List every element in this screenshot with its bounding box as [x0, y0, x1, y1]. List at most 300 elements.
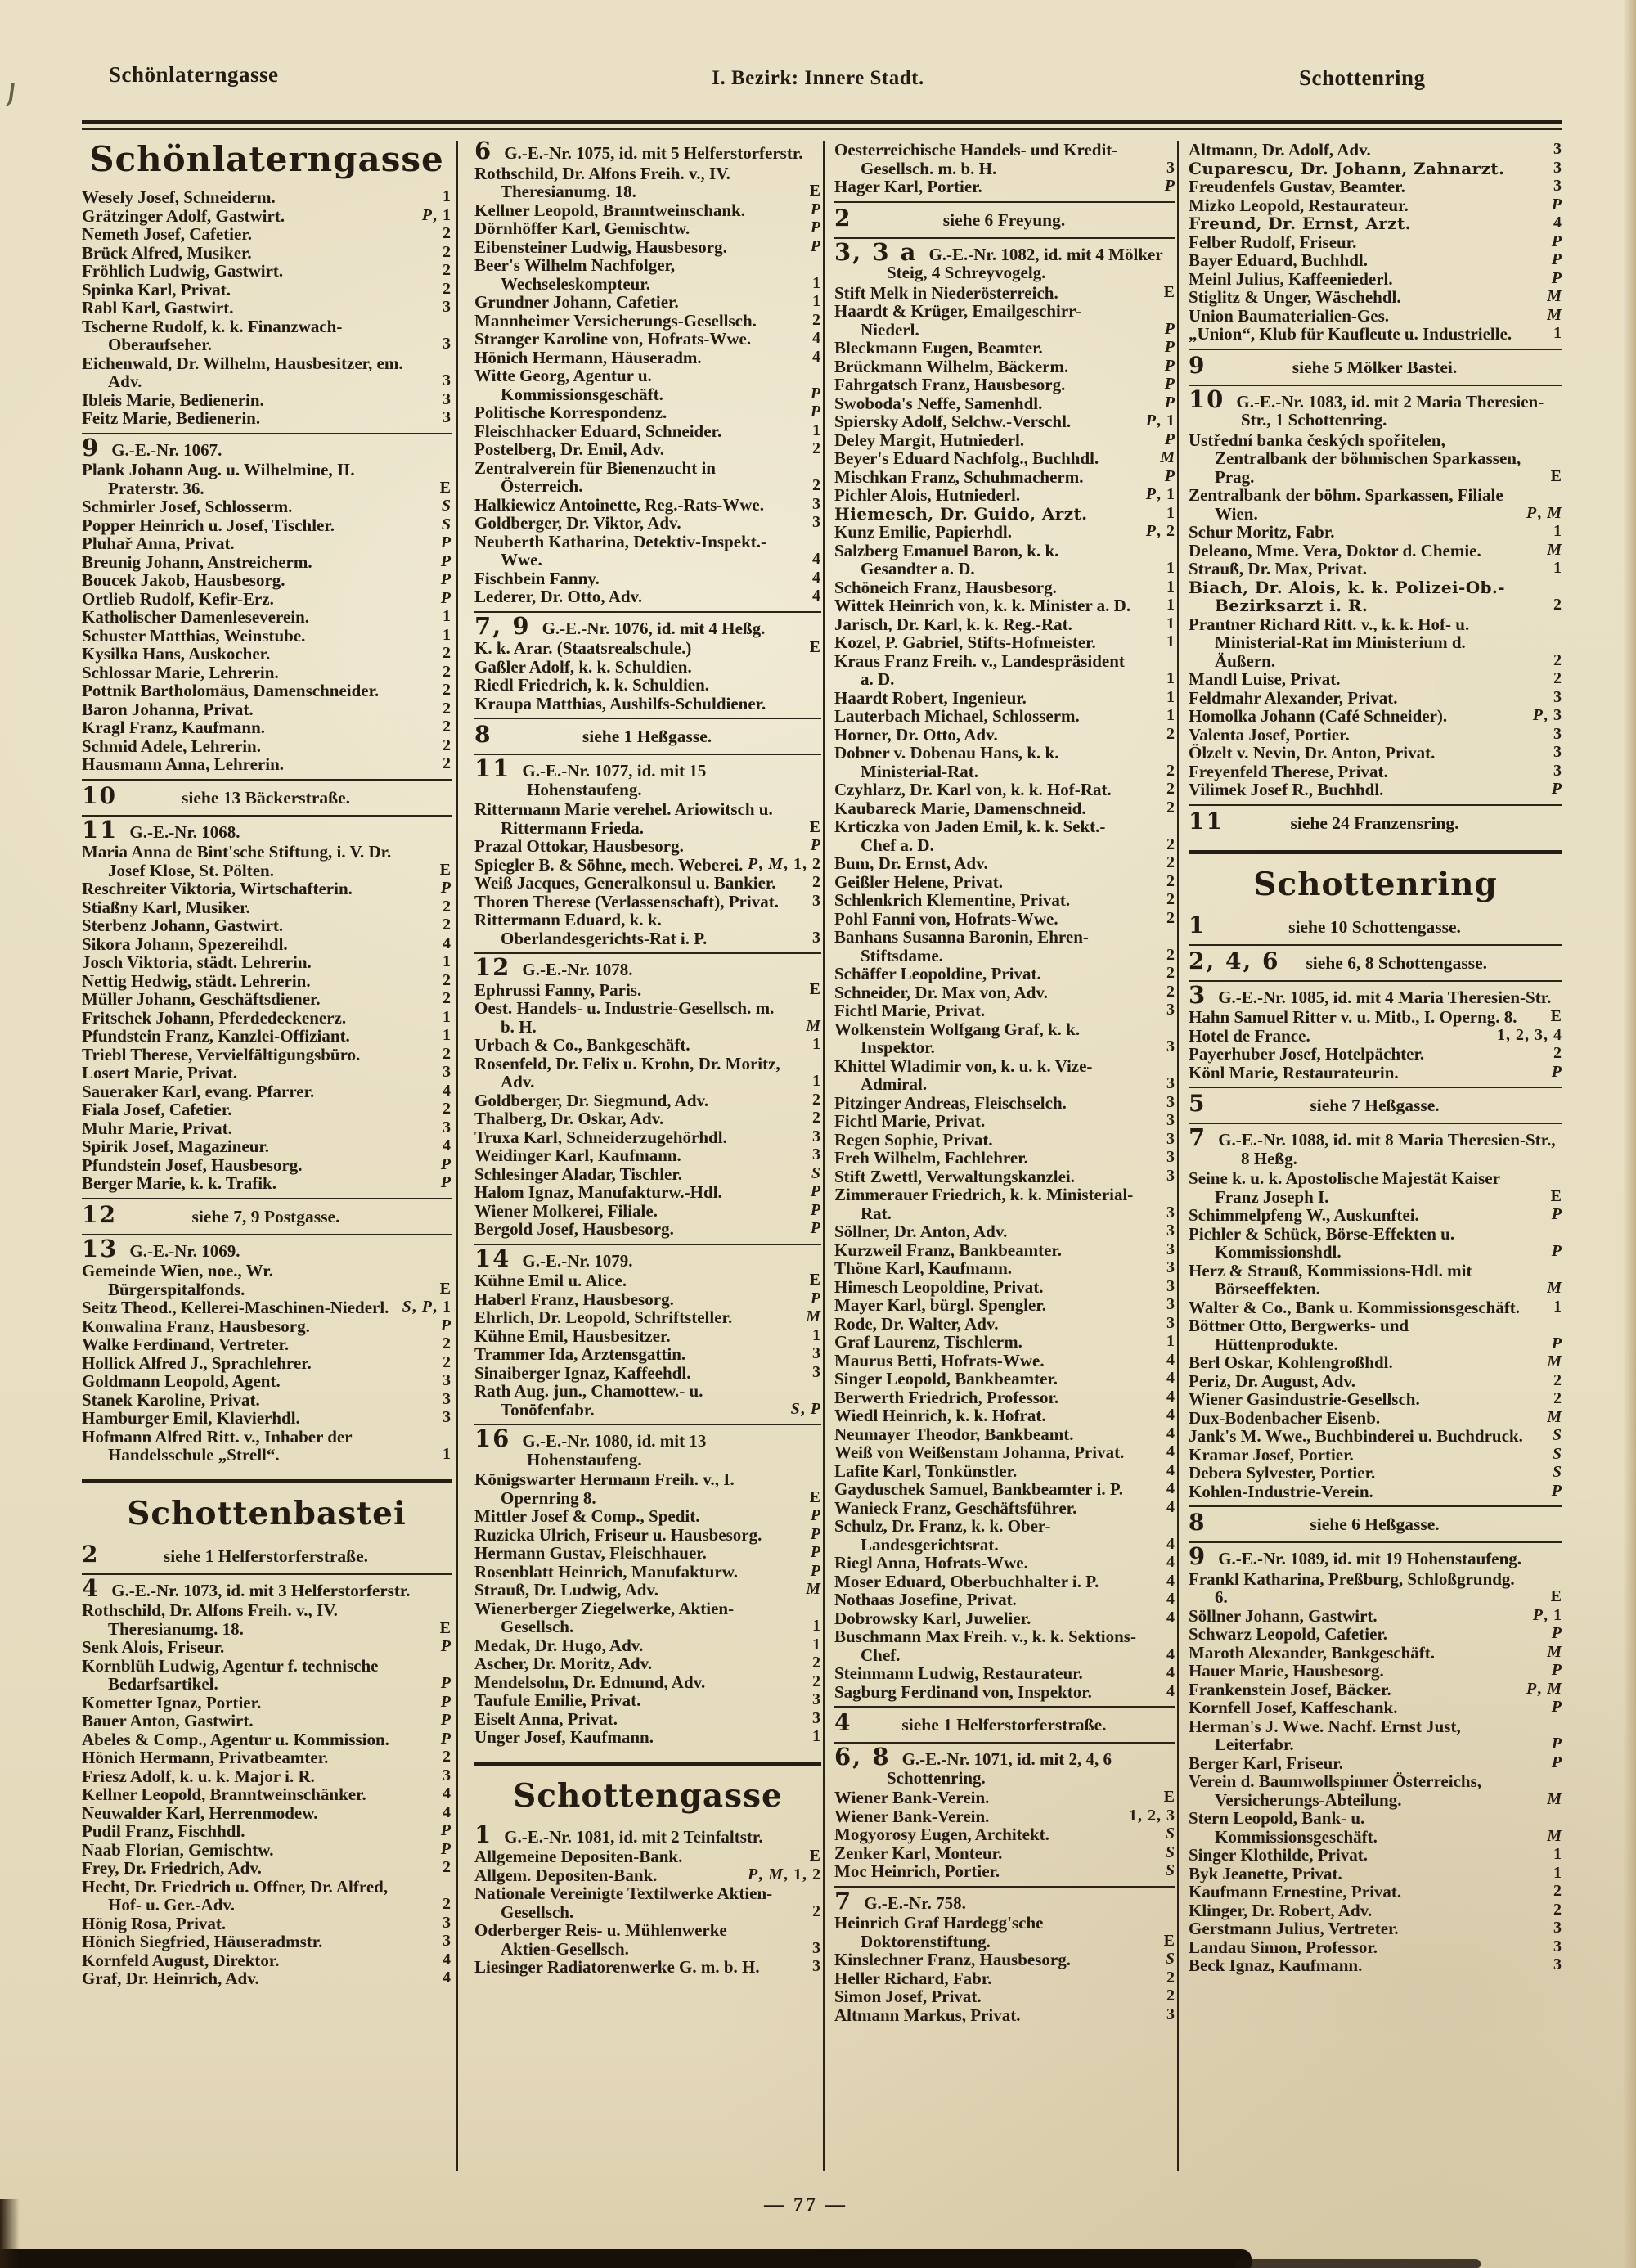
directory-entry [1189, 325, 1562, 344]
floor-indicator: 2 [1166, 908, 1175, 927]
entry-text: Geißler Helene, Privat. [834, 871, 1004, 892]
entry-text: Pichler Alois, Hutniederl. [834, 485, 1021, 505]
directory-entry [82, 990, 452, 1009]
directory-entry [82, 953, 452, 972]
ownership-mark: P [1145, 522, 1157, 540]
floor-indicator: 2 [443, 1748, 452, 1766]
entry-text: Spiegler B. & Söhne, mech. Weberei. [474, 854, 744, 875]
header-rule-thin [82, 128, 1562, 130]
entry-text: Hönig Rosa, Privat. [82, 1913, 227, 1933]
floor-indicator [1165, 375, 1175, 394]
directory-entry [82, 1638, 452, 1657]
floor-indicator: P, M [1526, 1679, 1562, 1698]
floor-indicator: 2 [1553, 669, 1562, 687]
directory-entry [474, 1636, 821, 1655]
house-section [474, 1244, 821, 1424]
entry-text: Oderberger Reis- u. Mühlenwerke Aktien-Gesellsch. [474, 1920, 727, 1959]
directory-entry [474, 1544, 821, 1563]
entry-text: Unger Josef, Kaufmann. [474, 1727, 654, 1747]
section-title: 1 G.-E.-Nr. 1081, id. mit 2 Teinfaltstr. [474, 1820, 763, 1848]
entry-text: Banhans Susanna Baronin, Ehren-Stiftsdame. [834, 927, 1089, 965]
ownership-mark: P [1551, 1062, 1562, 1081]
entry-text: Söllner, Dr. Anton, Adv. [834, 1222, 1008, 1241]
entry-text: Rabl Karl, Gastwirt. [82, 298, 234, 317]
directory-entry [834, 578, 1175, 597]
ownership-mark: P [1551, 195, 1562, 214]
scan-edge-shadow-bottom [0, 2249, 1252, 2268]
floor-indicator: 3 [812, 1362, 821, 1381]
directory-entry [834, 1914, 1175, 1951]
entry-text: Schimmelpfeng W., Auskunftei. [1189, 1205, 1419, 1225]
entry-text: Mischkan Franz, Schuhmacherm. [834, 466, 1084, 487]
directory-entry [474, 1055, 821, 1091]
ownership-mark: P [440, 1154, 452, 1173]
ownership-mark: P [440, 551, 452, 570]
directory-entry [834, 1094, 1175, 1113]
floor-indicator [1547, 1790, 1562, 1809]
entry-text: Fiala Josef, Cafetier. [82, 1100, 232, 1119]
entry-text: Verein d. Baumwollspinner Österreichs, Versicherungs-Abteilung. [1189, 1771, 1481, 1810]
house-number: 11 [1189, 807, 1224, 835]
directory-entry [82, 281, 452, 299]
entry-text: Müller Johann, Geschäftsdiener. [82, 989, 321, 1009]
section-title: 7 G.-E.-Nr. 758. [834, 1886, 966, 1915]
directory-entry [834, 1951, 1175, 1969]
floor-indicator [441, 1155, 452, 1174]
directory-entry [82, 1027, 452, 1046]
directory-entry [82, 682, 452, 700]
directory-entry [1189, 1570, 1562, 1607]
cross-reference-text: siehe 6 Freyung. [942, 209, 1066, 230]
ownership-mark: P [1164, 177, 1175, 195]
floor-indicator: 3 [812, 1690, 821, 1708]
entry-text: Freudenfels Gustav, Beamter. [1189, 177, 1405, 196]
entry-text: Debera Sylvester, Portier. [1189, 1463, 1376, 1483]
entry-text: Riegl Anna, Hofrats-Wwe. [834, 1553, 1028, 1573]
directory-entry [82, 553, 452, 572]
cross-reference [1189, 910, 1562, 944]
cross-reference [834, 201, 1175, 237]
floor-indicator: 2 [443, 1858, 452, 1876]
floor-indicator: 2 [443, 279, 452, 298]
entry-text: Kellner Leopold, Branntweinschänker. [82, 1784, 366, 1804]
floor-indicator: E [1550, 1186, 1562, 1205]
ownership-mark: P [1164, 319, 1175, 338]
floor-indicator: E [1550, 466, 1562, 485]
directory-entry [474, 981, 821, 1000]
entry-text: Deley Margit, Hutniederl. [834, 430, 1025, 450]
directory-entry [1189, 542, 1562, 560]
directory-entry [834, 965, 1175, 983]
cross-reference-text: siehe 1 Heßgasse. [582, 727, 712, 746]
entry-text: Urbach & Co., Bankgeschäft. [474, 1035, 690, 1055]
directory-columns [82, 141, 1562, 2171]
entry-text: Goldberger, Dr. Viktor, Adv. [474, 513, 681, 533]
floor-indicator [811, 1201, 821, 1220]
section-title: 3, 3 a G.-E.-Nr. 1082, id. mit 4 Mölker Steig, 4 Schreyvogelg. [834, 237, 1163, 282]
directory-entry [834, 284, 1175, 303]
scan-edge-shadow-left [0, 2199, 20, 2268]
entry-text: Sikora Johann, Spezereihdl. [82, 934, 288, 954]
directory-entry [834, 1131, 1175, 1150]
directory-entry [474, 514, 821, 533]
ownership-mark: M [1547, 287, 1562, 305]
entry-text: Heinrich Graf Hardegg'sche Doktorenstiftung. [834, 1913, 1044, 1951]
directory-entry [474, 1036, 821, 1055]
ownership-mark: P [810, 1289, 821, 1307]
ownership-mark: M [806, 1580, 821, 1598]
entry-text: Goldmann Leopold, Agent. [82, 1371, 281, 1391]
directory-entry [1189, 1919, 1562, 1938]
floor-indicator: 3 [443, 298, 452, 316]
house-number: 2 [834, 204, 852, 232]
floor-indicator: 1 [1553, 1297, 1562, 1316]
ownership-mark: P [440, 1173, 452, 1191]
ownership-mark: S [1165, 1950, 1175, 1968]
ownership-mark: P [810, 1219, 821, 1237]
entry-text: Königswarter Hermann Freih. v., I. Opernring 8. [474, 1469, 735, 1508]
entry-text: Kornfell Josef, Kaffeschank. [1189, 1698, 1398, 1717]
cross-reference [834, 1706, 1175, 1742]
entry-text: Wienerberger Ziegelwerke, Aktien-Gesellsch. [474, 1598, 735, 1636]
floor-indicator: E [1550, 1587, 1562, 1605]
entry-text: Mannheimer Versicherungs-Gesellsch. [474, 310, 757, 331]
floor-indicator: 2 [1166, 945, 1175, 964]
floor-indicator: 1 [1166, 1332, 1175, 1350]
directory-entry [834, 1222, 1175, 1241]
floor-indicator: E [439, 478, 452, 497]
entry-text: Fichtl Marie, Privat. [834, 1001, 986, 1020]
floor-indicator: 2 [812, 1901, 821, 1920]
ownership-mark: M [768, 854, 784, 873]
column-2 [456, 141, 823, 2171]
entry-text: Freyenfeld Therese, Privat. [1189, 761, 1388, 781]
entry-text: Eiselt Anna, Privat. [474, 1708, 618, 1729]
entry-text: Weiß von Weißenstam Johanna, Privat. [834, 1442, 1125, 1462]
directory-entry [834, 1664, 1175, 1683]
floor-indicator: P, M, 1, 2 [747, 1865, 821, 1883]
floor-indicator: 3 [1166, 1295, 1175, 1313]
directory-entry [834, 817, 1175, 854]
floor-indicator [441, 879, 452, 898]
ownership-mark: P [810, 836, 821, 854]
directory-entry [82, 1009, 452, 1028]
entry-text: Pitzinger Andreas, Fleischselch. [834, 1092, 1067, 1113]
street-heading: Schottengasse [474, 1762, 821, 1821]
directory-entry [834, 854, 1175, 873]
entry-text: Grätzinger Adolf, Gastwirt. [82, 205, 285, 226]
house-number: 6, 8 [834, 1743, 891, 1771]
entry-text: Wolkenstein Wolfgang Graf, k. k. Inspektor. [834, 1019, 1081, 1057]
floor-indicator [1552, 1242, 1562, 1261]
directory-entry [834, 1241, 1175, 1260]
entry-text: Maroth Alexander, Bankgeschäft. [1189, 1642, 1436, 1663]
entry-text: Schulz, Dr. Franz, k. k. Ober-Landesgerichtsrat. [834, 1516, 1051, 1555]
floor-indicator [1166, 1843, 1175, 1862]
directory-entry [474, 330, 821, 349]
ownership-mark: P [810, 1524, 821, 1543]
entry-text: Thalberg, Dr. Oskar, Adv. [474, 1109, 664, 1128]
floor-indicator [1165, 320, 1175, 339]
floor-indicator: 2 [812, 1090, 821, 1109]
entry-text: Spiersky Adolf, Selchw.-Verschl. [834, 412, 1072, 431]
entry-text: Biach, Dr. Alois, k. k. Polizei-Ob.-Bezirksarzt i. R. [1189, 577, 1505, 615]
ownership-mark: P [1551, 1242, 1562, 1260]
floor-indicator: 4 [812, 587, 821, 605]
directory-entry [474, 1146, 821, 1165]
floor-indicator: 2 [443, 1044, 452, 1063]
ownership-mark: P [747, 854, 759, 873]
floor-indicator: 2 [1553, 1900, 1562, 1919]
floor-indicator: 1 [1553, 559, 1562, 577]
entry-text: Ortlieb Rudolf, Kefir-Erz. [82, 588, 274, 609]
ownership-mark: P [1551, 1334, 1562, 1352]
entry-text: Schur Moritz, Fabr. [1189, 522, 1335, 542]
floor-indicator [1552, 232, 1562, 251]
entry-text: Bleckmann Eugen, Beamter. [834, 338, 1043, 358]
floor-indicator [1165, 430, 1175, 449]
house-number: 1 [1189, 911, 1207, 938]
directory-entry [474, 256, 821, 293]
floor-indicator: 2 [443, 261, 452, 279]
directory-entry [834, 799, 1175, 818]
directory-entry [834, 1683, 1175, 1702]
entry-group [1189, 141, 1562, 349]
floor-indicator: 3 [812, 1938, 821, 1957]
floor-indicator: 3 [812, 513, 821, 531]
entry-text: Kaufmann Ernestine, Privat. [1189, 1882, 1402, 1901]
entry-text: Rosenfeld, Dr. Felix u. Krohn, Dr. Moritz, Adv. [474, 1053, 780, 1091]
directory-entry [834, 1112, 1175, 1131]
ownership-mark: P [440, 879, 452, 897]
directory-entry [1189, 1883, 1562, 1901]
column-4 [1177, 141, 1562, 2171]
ownership-mark: P [1551, 268, 1562, 287]
directory-entry [1189, 141, 1562, 160]
entry-text: Eichenwald, Dr. Wilhelm, Hausbesitzer, em. Adv. [82, 353, 403, 391]
directory-entry [474, 676, 821, 695]
entry-text: Kohlen-Industrie-Verein. [1189, 1481, 1373, 1501]
ownership-mark: M [1547, 1279, 1562, 1297]
floor-indicator [1165, 338, 1175, 357]
floor-indicator [1547, 1279, 1562, 1298]
entry-text: Feldmahr Alexander, Privat. [1189, 687, 1398, 708]
floor-indicator [811, 836, 821, 855]
floor-indicator: P, 1 [1532, 1605, 1562, 1624]
entry-text: Brück Alfred, Musiker. [82, 242, 252, 263]
directory-entry [834, 1352, 1175, 1370]
entry-text: Frankenstein Josef, Bäcker. [1189, 1679, 1391, 1699]
floor-indicator: 1 [1166, 596, 1175, 614]
house-number: 12 [82, 1200, 117, 1228]
entry-text: Riedl Friedrich, k. k. Schuldien. [474, 675, 710, 695]
house-section [82, 433, 452, 779]
entry-text: Schlenkrich Klementine, Privat. [834, 890, 1071, 910]
ownership-mark: P [1164, 356, 1175, 375]
entry-text: Rittermann Marie verehel. Ariowitsch u. Rittermann Frieda. [474, 799, 773, 838]
floor-indicator: 2 [812, 439, 821, 457]
entry-text: Truxa Karl, Schneiderzugehörhdl. [474, 1127, 727, 1147]
entry-text: Konwalina Franz, Hausbesorg. [82, 1316, 310, 1336]
entry-text: Seine k. u. k. Apostolische Majestät Kaiser Franz Joseph I. [1189, 1168, 1500, 1207]
directory-entry [834, 1627, 1175, 1664]
directory-entry [474, 201, 821, 220]
directory-entry [1189, 1625, 1562, 1644]
directory-entry [82, 1391, 452, 1410]
floor-indicator: 4 [1166, 1442, 1175, 1460]
floor-indicator: 1 [443, 187, 452, 205]
entry-text: Schäffer Leopoldine, Privat. [834, 964, 1041, 983]
directory-entry [1189, 523, 1562, 542]
directory-entry [1189, 1372, 1562, 1391]
entry-text: Abeles & Comp., Agentur u. Kommission. [82, 1729, 389, 1749]
floor-indicator: 2 [1166, 982, 1175, 1001]
directory-entry [834, 633, 1175, 652]
floor-indicator: 1 [812, 1617, 821, 1635]
entry-text: Altmann Markus, Privat. [834, 2005, 1021, 2025]
directory-entry [474, 800, 821, 837]
directory-entry [82, 1409, 452, 1428]
floor-indicator: 2 [812, 310, 821, 329]
directory-entry [834, 523, 1175, 542]
column-1 [82, 141, 456, 2171]
floor-indicator [1552, 1334, 1562, 1353]
ownership-mark: P [440, 1711, 452, 1729]
floor-indicator: 2 [1553, 596, 1562, 614]
entry-text: Moc Heinrich, Portier. [834, 1861, 1000, 1881]
directory-entry [1189, 615, 1562, 671]
ownership-mark: P [810, 1182, 821, 1200]
directory-entry [82, 645, 452, 664]
entry-text: Kornfeld August, Direktor. [82, 1950, 280, 1970]
floor-indicator: 4 [443, 1784, 452, 1802]
house-section [474, 611, 821, 718]
house-number: 5 [1189, 1090, 1207, 1117]
entry-text: Fichtl Marie, Privat. [834, 1111, 986, 1131]
entry-text: Gayduschek Samuel, Bankbeamter i. P. [834, 1479, 1123, 1499]
entry-text: Kraupa Matthias, Aushilfs-Schuldiener. [474, 693, 766, 713]
directory-entry [82, 299, 452, 317]
floor-indicator [1547, 1643, 1562, 1662]
ownership-mark: M [1547, 305, 1562, 324]
floor-indicator: 2 [443, 718, 452, 736]
directory-entry [82, 188, 452, 207]
house-number: 16 [474, 1424, 511, 1452]
floor-indicator: 1 [812, 1727, 821, 1745]
entry-text: Bum, Dr. Ernst, Adv. [834, 853, 988, 873]
floor-indicator: 4 [812, 329, 821, 347]
entry-text: Halom Ignaz, Manufakturw.-Hdl. [474, 1182, 722, 1202]
entry-text: Friesz Adolf, k. u. k. Major i. R. [82, 1766, 315, 1786]
floor-indicator: 2 [443, 242, 452, 261]
directory-entry [82, 737, 452, 756]
floor-indicator: 4 [1166, 1387, 1175, 1406]
floor-indicator: E [1550, 1007, 1562, 1025]
floor-indicator: 2 [812, 1654, 821, 1672]
ownership-mark: S [441, 515, 452, 533]
directory-entry [82, 1082, 452, 1101]
directory-entry [82, 1767, 452, 1786]
ownership-mark: P [440, 1821, 452, 1839]
entry-text: Wittek Heinrich von, k. k. Minister a. D. [834, 596, 1131, 615]
floor-indicator: S, P [790, 1399, 821, 1418]
floor-indicator: 3 [812, 928, 821, 947]
floor-indicator: 3 [1166, 1074, 1175, 1092]
floor-indicator [1552, 1698, 1562, 1717]
directory-entry [834, 652, 1175, 689]
directory-entry [474, 1290, 821, 1309]
directory-entry [82, 843, 452, 880]
floor-indicator: 2 [1166, 871, 1175, 890]
entry-text: Pohl Fanni von, Hofrats-Wwe. [834, 908, 1058, 929]
floor-indicator: 3 [1166, 1129, 1175, 1148]
directory-entry [474, 312, 821, 331]
floor-indicator: 4 [1166, 1497, 1175, 1516]
floor-indicator: 1, 2, 3 [1129, 1806, 1175, 1825]
entry-text: Hauer Marie, Hausbesorg. [1189, 1661, 1384, 1681]
directory-entry [1189, 178, 1562, 196]
floor-indicator [441, 1693, 452, 1712]
directory-entry [474, 874, 821, 893]
directory-entry [474, 1691, 821, 1710]
directory-entry [834, 689, 1175, 708]
directory-entry [474, 1128, 821, 1147]
entry-text: Gaßler Adolf, k. k. Schuldien. [474, 656, 692, 677]
entry-text: Homolka Johann (Café Schneider). [1189, 706, 1448, 726]
entry-text: Breunig Johann, Anstreicherm. [82, 551, 312, 572]
section-title: 10 G.-E.-Nr. 1083, id. mit 2 Maria Theresien-Str., 1 Schottenring. [1189, 385, 1544, 430]
directory-entry [1189, 1681, 1562, 1699]
entry-text: Lederer, Dr. Otto, Adv. [474, 587, 643, 606]
directory-entry [82, 664, 452, 682]
directory-entry [82, 755, 452, 774]
floor-indicator: 3 [1166, 1313, 1175, 1332]
entry-text: Mogyorosy Eugen, Architekt. [834, 1825, 1049, 1844]
floor-indicator: 1 [812, 1325, 821, 1344]
directory-entry [82, 608, 452, 627]
directory-entry [82, 1262, 452, 1298]
ownership-mark: P [440, 1674, 452, 1692]
floor-indicator [1547, 1827, 1562, 1846]
ownership-mark: P [1526, 503, 1538, 522]
floor-indicator [1166, 1950, 1175, 1969]
house-section [1189, 1541, 1562, 1980]
floor-indicator [1553, 1445, 1562, 1464]
directory-entry [474, 1581, 821, 1600]
entry-text: Ölzelt v. Nevin, Dr. Anton, Privat. [1189, 743, 1436, 763]
entry-text: Kaubareck Marie, Damenschneid. [834, 798, 1086, 818]
floor-indicator: 1 [1166, 706, 1175, 724]
ownership-mark: P [440, 570, 452, 588]
directory-entry [474, 1364, 821, 1383]
floor-indicator [811, 1506, 821, 1525]
ownership-mark: P [421, 205, 433, 224]
floor-indicator: 1 [812, 421, 821, 439]
house-section [474, 754, 821, 952]
directory-entry [834, 1517, 1175, 1554]
floor-indicator: 2 [1166, 780, 1175, 798]
ownership-mark: P [810, 218, 821, 236]
ownership-mark: M [1547, 1789, 1562, 1808]
floor-indicator: 2 [443, 736, 452, 754]
floor-indicator: 3 [443, 1371, 452, 1389]
directory-entry [834, 873, 1175, 892]
floor-indicator: 1 [1166, 559, 1175, 577]
floor-indicator: 3 [443, 335, 452, 353]
house-section [474, 142, 821, 611]
directory-entry [82, 571, 452, 590]
floor-indicator: 3 [1166, 1276, 1175, 1295]
